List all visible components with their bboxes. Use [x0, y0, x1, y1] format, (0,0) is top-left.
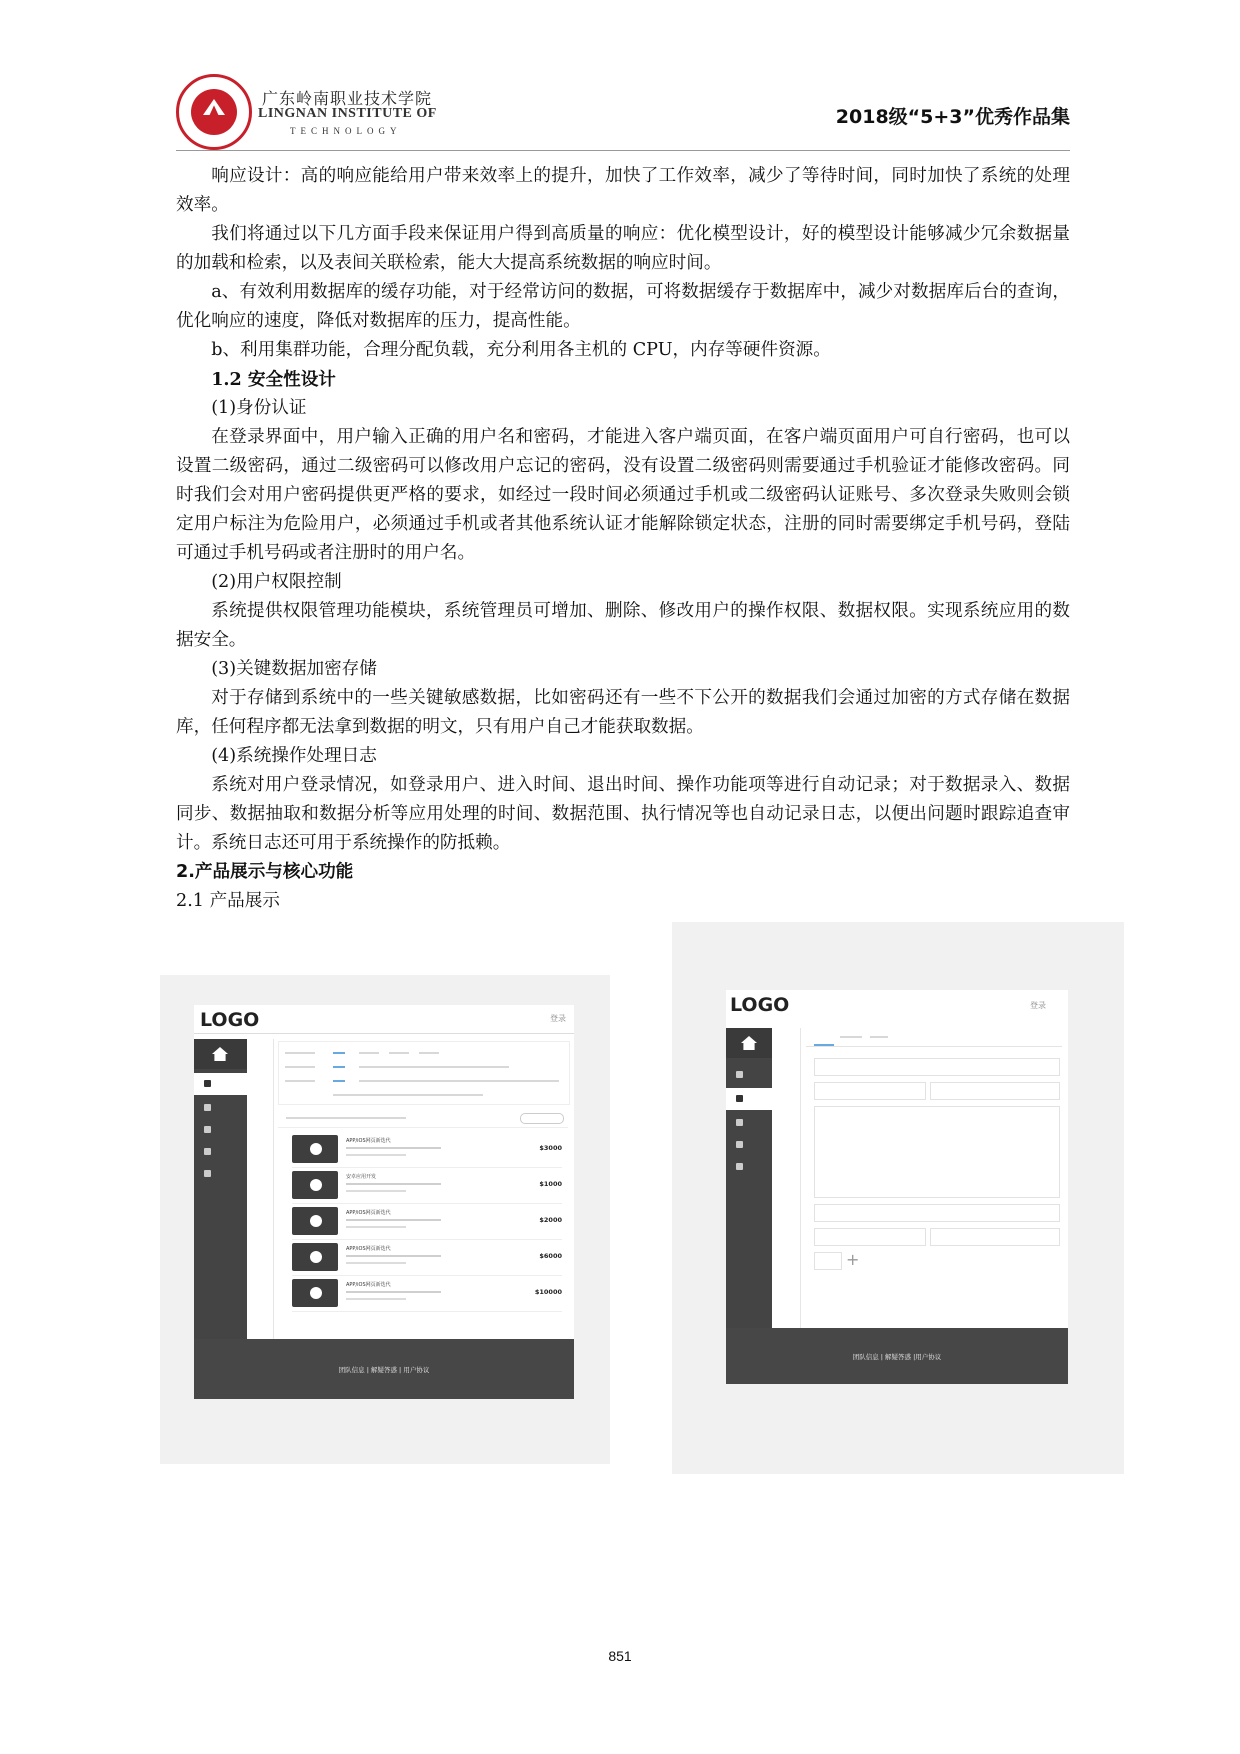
list-item	[292, 1169, 562, 1204]
subsection-heading: 2.1 产品展示	[176, 891, 280, 911]
paragraph: b、利用集群功能，合理分配负载，充分利用各主机的 CPU，内存等硬件资源。	[211, 340, 831, 360]
school-name-cn: 广东岭南职业技术学院	[262, 89, 433, 108]
calendar-icon	[204, 1080, 211, 1087]
product-list	[278, 1109, 568, 1335]
sidebar-item-trophy	[194, 1141, 247, 1163]
user-icon	[204, 1170, 211, 1177]
item-title: APP/iOS网页新迭代	[346, 1210, 391, 1216]
search-input	[520, 1113, 564, 1124]
app-logo: LOGO	[730, 994, 790, 1016]
login-link: 登录	[1030, 1001, 1046, 1010]
subsection-heading: (2)用户权限控制	[211, 572, 342, 592]
exchange-icon	[736, 1119, 743, 1126]
subsection-heading: (3)关键数据加密存储	[211, 659, 377, 679]
tab-bar	[806, 1030, 1062, 1047]
login-link: 登录	[550, 1014, 566, 1023]
sidebar-item-products	[194, 1119, 247, 1141]
item-title: APP/iOS网页新迭代	[346, 1282, 391, 1288]
trophy-icon	[736, 1141, 743, 1148]
sidebar	[194, 1039, 247, 1339]
sidebar	[726, 1028, 772, 1328]
item-price: $2000	[539, 1216, 562, 1224]
seal-center	[191, 89, 237, 135]
paragraph: 系统对用户登录情况，如登录用户、进入时间、退出时间、操作功能项等进行自动记录；对于数据录入、数据同步、数据抽取和数据分析等应用处理的时间、数据范围、执行情况等也自动记录日志，以便出问题时跟踪追查审计。系统日志还可用于系统操作的防抵赖。	[176, 775, 1070, 853]
paragraph: 系统提供权限管理功能模块，系统管理员可增加、删除、修改用户的操作权限、数据权限。实现系统应用的数据安全。	[176, 601, 1070, 650]
form-field	[814, 1082, 926, 1100]
item-title: 安卓应用开发	[346, 1174, 377, 1180]
form-field	[814, 1228, 926, 1246]
android-icon	[292, 1171, 338, 1199]
paragraph: 对于存储到系统中的一些关键敏感数据，比如密码还有一些不下公开的数据我们会通过加密的方式存储在数据库，任何程序都无法拿到数据的明文，只有用户自己才能获取数据。	[176, 688, 1070, 737]
calendar-icon	[736, 1071, 743, 1078]
app-footer	[726, 1328, 1068, 1384]
sidebar-item-user	[194, 1163, 247, 1185]
form-field	[930, 1082, 1060, 1100]
paragraph: a、有效利用数据库的缓存功能，对于经常访问的数据，可将数据缓存于数据库中，减少对数据库后台的查询，优化响应的速度，降低对数据库的压力，提高性能。	[176, 282, 1070, 331]
school-name-en-line1: LINGNAN INSTITUTE OF	[258, 106, 437, 121]
wechat-icon	[292, 1243, 338, 1271]
page-number: 851	[608, 1648, 632, 1664]
chapter-heading: 2.产品展示与核心功能	[176, 862, 354, 882]
sidebar-item-products	[726, 1112, 772, 1134]
exchange-icon	[204, 1126, 211, 1133]
form-field	[930, 1228, 1060, 1246]
share-icon	[204, 1104, 211, 1111]
weibo-icon	[292, 1207, 338, 1235]
top-divider	[194, 1033, 574, 1034]
item-price: $10000	[534, 1288, 562, 1296]
publish-form	[806, 1052, 1062, 1288]
home-icon	[726, 1028, 772, 1058]
form-field	[814, 1058, 1060, 1076]
sidebar-item-home	[726, 1064, 772, 1086]
paragraph: 我们将通过以下几方面手段来保证用户得到高质量的响应：优化模型设计，好的模型设计能够减少冗余数据量的加载和检索，以及表间关联检索，能大大提高系统数据的响应时间。	[176, 224, 1070, 273]
seal-mark-icon	[203, 99, 225, 115]
app-window	[194, 1005, 574, 1389]
footer-links: 团队信息 | 解疑答惑 | 用户协议	[338, 1366, 430, 1374]
sidebar-item-user	[726, 1156, 772, 1178]
apple-icon	[292, 1135, 338, 1163]
sidebar-item-home	[194, 1073, 247, 1095]
section-heading: 1.2 安全性设计	[211, 369, 336, 390]
home-icon	[194, 1039, 247, 1069]
footer-links: 团队信息 | 解疑答惑 |用户协议	[852, 1353, 942, 1361]
sub-navigation	[247, 1039, 274, 1339]
upload-label	[814, 1252, 842, 1270]
school-name-en-line2: TECHNOLOGY	[290, 126, 402, 136]
sidebar-item-trophy	[726, 1134, 772, 1156]
list-item	[292, 1241, 562, 1276]
form-field	[814, 1204, 1060, 1222]
item-price: $6000	[539, 1252, 562, 1260]
list-item	[292, 1205, 562, 1240]
trophy-icon	[204, 1148, 211, 1155]
paragraph: 在登录界面中，用户输入正确的用户名和密码，才能进入客户端页面，在客户端页面用户可自行密码，也可以设置二级密码，通过二级密码可以修改用户忘记的密码，没有设置二级密码则需要通过手机验证才能修改密码。同时我们会对用户密码提供更严格的要求，如经过一段时间必须通过手机或二级密码认证账号、多次登录失败则会锁定用户标注为危险用户，必须通过手机或者其他系统认证才能解除锁定状态，注册的同时需要绑定手机号码，登陆可通过手机号码或者注册时的用户名。	[176, 427, 1070, 563]
item-price: $1000	[539, 1180, 562, 1188]
user-icon	[736, 1163, 743, 1170]
school-seal-logo	[176, 74, 252, 150]
header-rule	[176, 150, 1070, 151]
pencil-icon	[292, 1279, 338, 1307]
share-icon	[736, 1095, 743, 1102]
filter-panel	[278, 1041, 570, 1105]
tab-active-indicator	[814, 1044, 834, 1046]
series-title: 2018级“5+3”优秀作品集	[835, 106, 1070, 128]
product-screenshot-form	[672, 922, 1124, 1474]
list-item	[292, 1277, 562, 1312]
description-textarea	[814, 1106, 1060, 1198]
body-content	[176, 162, 1070, 916]
subsection-heading: (4)系统操作处理日志	[211, 746, 377, 766]
app-window	[726, 990, 1068, 1384]
subsection-heading: (1)身份认证	[211, 398, 307, 418]
sub-navigation	[772, 1028, 801, 1328]
paragraph: 响应设计：高的响应能给用户带来效率上的提升，加快了工作效率，减少了等待时间，同时加快了系统的处理效率。	[176, 166, 1070, 215]
sidebar-item-share	[194, 1097, 247, 1119]
app-logo: LOGO	[200, 1009, 260, 1031]
plus-icon: +	[846, 1250, 860, 1269]
item-price: $3000	[539, 1144, 562, 1152]
item-title: APP/iOS网页新迭代	[346, 1138, 391, 1144]
product-screenshot-list	[160, 975, 610, 1464]
list-item	[292, 1133, 562, 1168]
sidebar-item-share	[726, 1088, 772, 1110]
item-title: APP/iOS网页新迭代	[346, 1246, 391, 1252]
app-footer	[194, 1339, 574, 1399]
page-header	[0, 0, 1240, 160]
